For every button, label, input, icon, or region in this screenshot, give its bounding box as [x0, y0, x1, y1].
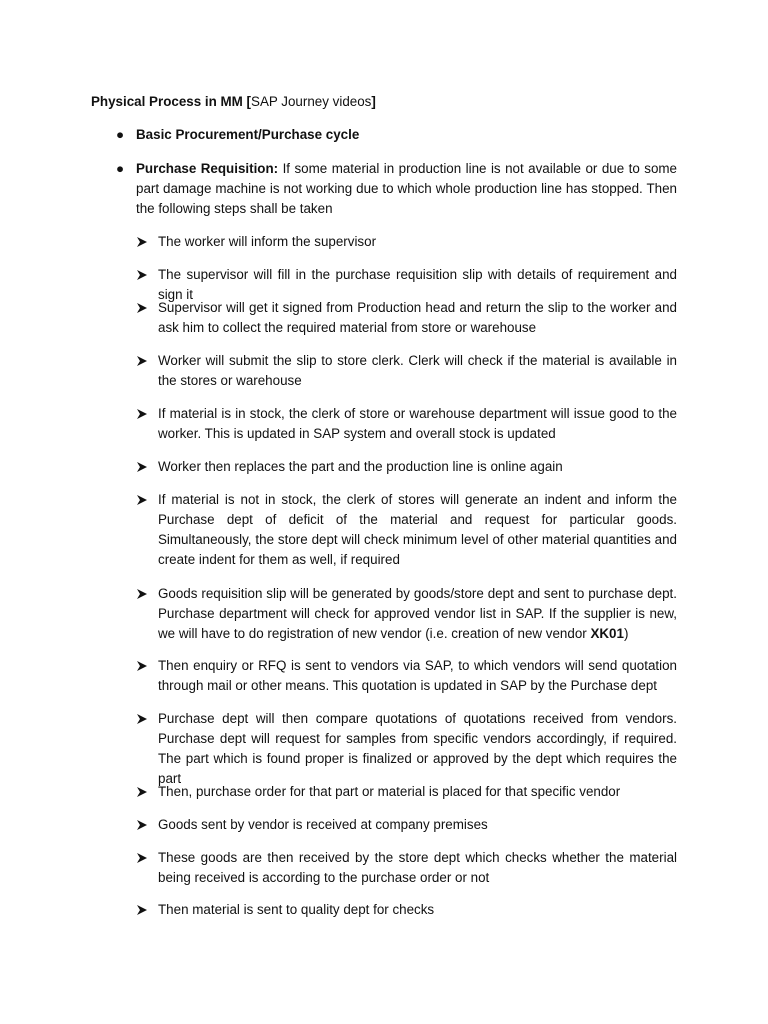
- arrow-bullet-icon: [136, 656, 150, 676]
- bullet-text: [136, 125, 677, 145]
- list-item: [136, 782, 677, 802]
- list-item: [136, 490, 677, 570]
- step-text: Then, purchase order for that part or material is placed for that specific vendor: [158, 784, 621, 799]
- arrow-bullet-icon: [136, 232, 150, 252]
- step-text: The supervisor will fill in the purchase requisition slip with details of requirement and sign it: [158, 267, 677, 302]
- list-item: [136, 656, 677, 696]
- transaction-code: XK01: [590, 626, 624, 641]
- arrow-bullet-icon: [136, 351, 150, 371]
- step-text-end: ): [623, 626, 629, 641]
- list-item: [136, 351, 677, 391]
- arrow-bullet-icon: [136, 265, 150, 285]
- title-bold-part: Physical Process in MM [: [91, 94, 252, 109]
- arrow-bullet-icon: [136, 900, 150, 920]
- list-item: [136, 457, 677, 477]
- list-item: [136, 404, 677, 444]
- step-text: If material is not in stock, the clerk of stores will generate an indent and inform the Purchase dept of deficit of the material and request for particular goods. Simultaneously, the store dept will check minimum level of other material quantities and create indent for them as well, if required: [158, 492, 677, 567]
- bullet-item-purchase-requisition: [91, 159, 677, 219]
- list-item: [136, 584, 677, 644]
- step-text: Purchase dept will then compare quotations of quotations received from vendors. Purchase dept will request for samples from specific vendors accordingly, if required. The part which is found proper is finalized or approved by the dept which requires the part: [158, 711, 677, 786]
- list-item: [136, 815, 677, 835]
- bullet-text: [136, 159, 677, 219]
- step-text: Supervisor will get it signed from Production head and return the slip to the worker and ask him to collect the required material from store or warehouse: [158, 300, 677, 335]
- step-text: Worker then replaces the part and the production line is online again: [158, 459, 563, 474]
- list-item: [136, 232, 677, 252]
- arrow-bullet-icon: [136, 584, 150, 604]
- step-text: Worker will submit the slip to store clerk. Clerk will check if the material is available in the stores or warehouse: [158, 353, 677, 388]
- bullet-bold-text: Basic Procurement/Purchase cycle: [136, 127, 360, 142]
- list-item: [136, 900, 677, 920]
- step-text-part: Goods requisition slip will be generated by goods/store dept and sent to purchase dept. Purchase department will check for approved vendor list in SAP. If the supplier is new, we will have to do registration of new vendor (i.e. creation of new vendor: [158, 586, 677, 641]
- list-item: [136, 298, 677, 338]
- step-text: [158, 584, 677, 644]
- list-item: [136, 709, 677, 789]
- arrow-bullet-icon: [136, 848, 150, 868]
- arrow-bullet-icon: [136, 457, 150, 477]
- arrow-bullet-icon: [136, 298, 150, 318]
- arrow-bullet-icon: [136, 490, 150, 510]
- step-text: Then enquiry or RFQ is sent to vendors via SAP, to which vendors will send quotation through mail or other means. This quotation is updated in SAP by the Purchase dept: [158, 658, 677, 693]
- title-end-part: ]: [371, 94, 376, 109]
- bullet-dot-icon: ●: [115, 127, 125, 142]
- step-text: These goods are then received by the store dept which checks whether the material being received is according to the purchase order or not: [158, 850, 677, 885]
- step-text: The worker will inform the supervisor: [158, 234, 377, 249]
- bullet-dot-icon: ●: [115, 161, 125, 176]
- bullet-item-basic-procurement: [91, 125, 677, 145]
- document-title: [91, 92, 376, 112]
- bullet-body-text: If some material in production line is not available or due to some part damage machine is not working due to which whole production line has stopped. Then the following steps shall be taken: [136, 161, 678, 216]
- arrow-bullet-icon: [136, 404, 150, 424]
- arrow-bullet-icon: [136, 782, 150, 802]
- arrow-bullet-icon: [136, 815, 150, 835]
- bullet-bold-text: Purchase Requisition:: [136, 161, 279, 176]
- title-normal-part: SAP Journey videos: [251, 94, 372, 109]
- step-text: If material is in stock, the clerk of store or warehouse department will issue good to the worker. This is updated in SAP system and overall stock is updated: [158, 406, 677, 441]
- step-text: Goods sent by vendor is received at company premises: [158, 817, 488, 832]
- step-text: Then material is sent to quality dept for checks: [158, 902, 435, 917]
- list-item: [136, 848, 677, 888]
- arrow-bullet-icon: [136, 709, 150, 729]
